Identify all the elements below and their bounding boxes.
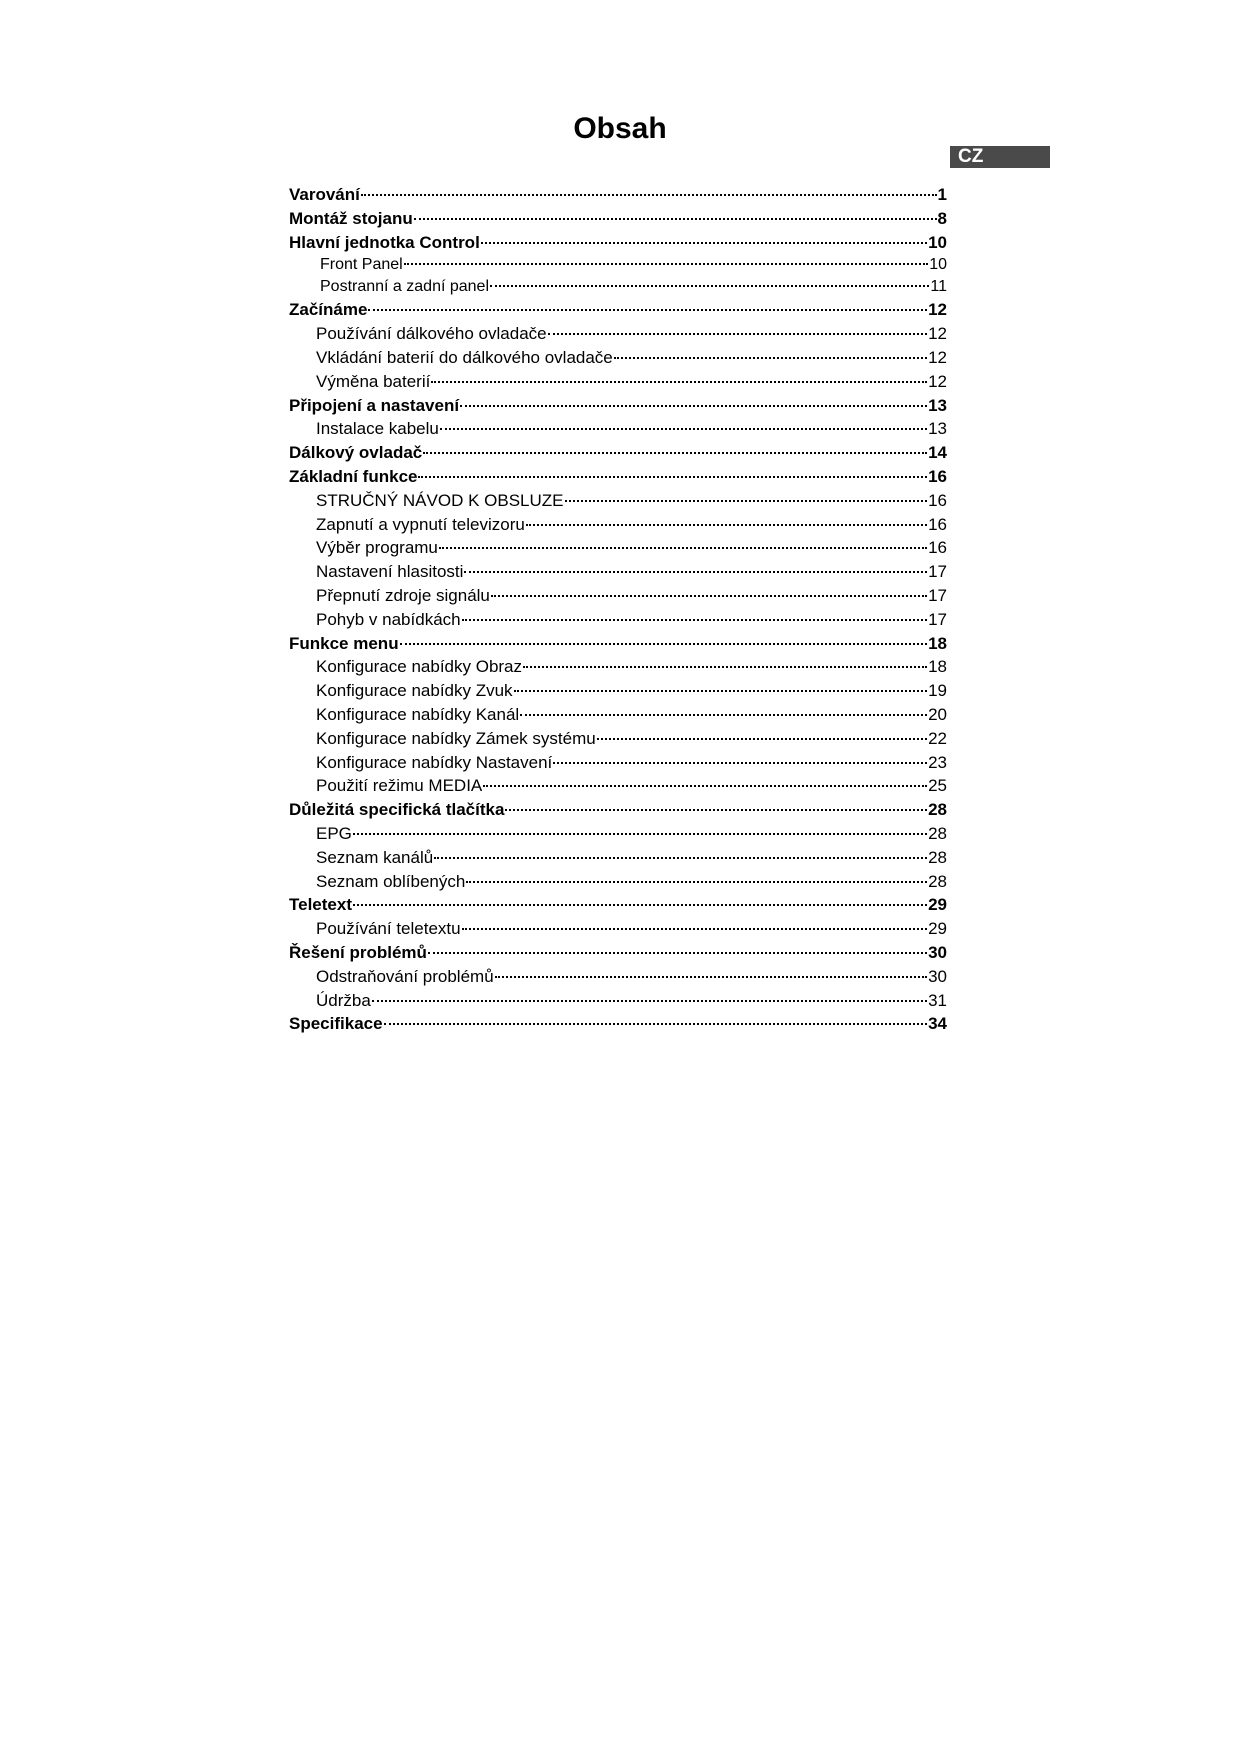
- toc-dot-leader: [514, 690, 928, 692]
- toc-dot-leader: [490, 285, 929, 287]
- toc-dot-leader: [491, 595, 927, 597]
- toc-section-entry[interactable]: [289, 183, 947, 207]
- toc-entry-label: Seznam oblíbených: [316, 871, 466, 891]
- toc-section-entry[interactable]: [289, 798, 947, 822]
- toc-entry-page-number: 11: [930, 278, 947, 296]
- toc-entry-page-number: 16: [928, 514, 947, 534]
- toc-subsection-entry[interactable]: [289, 489, 947, 513]
- toc-entry-label: Zapnutí a vypnutí televizoru: [316, 514, 525, 534]
- page-title: Obsah: [573, 112, 667, 145]
- toc-dot-leader: [361, 194, 937, 196]
- toc-entry-label: Varování: [289, 185, 360, 204]
- toc-dot-leader: [353, 904, 927, 906]
- toc-entry-label: Výměna baterií: [316, 371, 431, 391]
- toc-entry-label: Použití režimu MEDIA: [316, 776, 483, 796]
- toc-entry-label: Dálkový ovladač: [289, 443, 423, 463]
- toc-entry-label: Připojení a nastavení: [289, 395, 460, 415]
- toc-entry-page-number: 28: [928, 823, 947, 843]
- toc-entry-label: Konfigurace nabídky Obraz: [316, 657, 523, 677]
- toc-dot-leader: [523, 666, 927, 668]
- toc-dot-leader: [440, 428, 927, 430]
- toc-dot-leader: [423, 452, 927, 454]
- toc-dot-leader: [553, 762, 927, 764]
- toc-dot-leader: [439, 547, 927, 549]
- toc-subsection-entry[interactable]: [289, 965, 947, 989]
- toc-entry-page-number: 30: [928, 942, 947, 962]
- toc-subsection-entry[interactable]: [289, 870, 947, 894]
- toc-entry-page-number: 16: [928, 490, 947, 510]
- toc-entry-label: Odstraňování problémů: [316, 966, 494, 986]
- toc-dot-leader: [418, 476, 927, 478]
- toc-entry-label: Front Panel: [320, 256, 403, 274]
- toc-entry-label: Základní funkce: [289, 466, 418, 486]
- language-badge: CZ: [950, 146, 1050, 168]
- toc-dot-leader: [462, 928, 927, 930]
- toc-dot-leader: [565, 500, 928, 502]
- toc-entry-label: Konfigurace nabídky Zámek systému: [316, 728, 596, 748]
- toc-dot-leader: [414, 218, 937, 220]
- toc-entry-label: Instalace kabelu: [316, 419, 439, 439]
- toc-entry-page-number: 28: [928, 847, 947, 867]
- toc-entry-label: Údržba: [316, 990, 371, 1010]
- toc-subsection-entry[interactable]: [289, 822, 947, 846]
- toc-entry-page-number: 25: [928, 776, 947, 796]
- toc-entry-label: Nastavení hlasitosti: [316, 562, 464, 582]
- toc-entry-page-number: 13: [928, 419, 947, 439]
- toc-entry-page-number: 22: [928, 728, 947, 748]
- toc-entry-label: Přepnutí zdroje signálu: [316, 585, 490, 605]
- toc-dot-leader: [368, 309, 927, 311]
- toc-dot-leader: [460, 405, 927, 407]
- toc-subsection-entry[interactable]: [289, 346, 947, 370]
- toc-dot-leader: [384, 1023, 928, 1025]
- toc-subsection-entry[interactable]: [289, 846, 947, 870]
- toc-section-entry[interactable]: [289, 394, 947, 418]
- toc-dot-leader: [505, 809, 927, 811]
- toc-entry-page-number: 34: [928, 1014, 947, 1034]
- toc-subsection-entry[interactable]: [289, 584, 947, 608]
- toc-dot-leader: [495, 976, 927, 978]
- toc-entry-page-number: 28: [928, 800, 947, 820]
- toc-subsection-entry[interactable]: [289, 536, 947, 560]
- toc-entry-page-number: 12: [928, 347, 947, 367]
- toc-section-entry[interactable]: [289, 231, 947, 255]
- toc-entry-page-number: 18: [928, 657, 947, 677]
- table-of-contents: [289, 183, 947, 1036]
- toc-subsection-entry[interactable]: [289, 989, 947, 1013]
- toc-entry-label: Konfigurace nabídky Kanál: [316, 704, 520, 724]
- toc-dot-leader: [483, 785, 927, 787]
- toc-entry-page-number: 19: [928, 681, 947, 701]
- toc-entry-label: Řešení problémů: [289, 942, 427, 962]
- toc-subsection-entry[interactable]: [289, 751, 947, 775]
- toc-entry-label: Výběr programu: [316, 538, 438, 558]
- toc-entry-label: Důležitá specifická tlačítka: [289, 800, 505, 820]
- toc-dot-leader: [428, 952, 927, 954]
- toc-section-entry[interactable]: [289, 632, 947, 656]
- toc-entry-page-number: 28: [928, 871, 947, 891]
- toc-entry-page-number: 13: [928, 395, 947, 415]
- toc-entry-label: Specifikace: [289, 1014, 383, 1034]
- toc-entry-label: Funkce menu: [289, 633, 399, 653]
- toc-entry-label: EPG: [316, 823, 352, 843]
- toc-dot-leader: [466, 881, 927, 883]
- toc-entry-page-number: 1: [937, 185, 947, 204]
- toc-entry-label: Začínáme: [289, 300, 368, 320]
- toc-dot-leader: [353, 833, 927, 835]
- toc-entry-page-number: 12: [928, 300, 947, 320]
- toc-subsection-entry[interactable]: [289, 608, 947, 632]
- toc-section-entry[interactable]: [289, 298, 947, 322]
- toc-entry-page-number: 10: [929, 256, 947, 274]
- toc-entry-page-number: 17: [928, 562, 947, 582]
- toc-entry-page-number: 16: [928, 538, 947, 558]
- toc-dot-leader: [404, 263, 928, 265]
- toc-entry-label: Montáž stojanu: [289, 208, 413, 228]
- toc-entry-page-number: 23: [928, 752, 947, 772]
- toc-dot-leader: [481, 242, 927, 244]
- toc-entry-label: Konfigurace nabídky Zvuk: [316, 681, 513, 701]
- toc-dot-leader: [614, 357, 927, 359]
- toc-section-entry[interactable]: [289, 465, 947, 489]
- toc-dot-leader: [431, 381, 927, 383]
- toc-entry-page-number: 17: [928, 585, 947, 605]
- toc-dot-leader: [520, 714, 927, 716]
- toc-entry-page-number: 29: [928, 919, 947, 939]
- toc-entry-label: Seznam kanálů: [316, 847, 434, 867]
- toc-subsection-entry[interactable]: [289, 727, 947, 751]
- toc-entry-page-number: 31: [928, 990, 947, 1010]
- toc-dot-leader: [548, 333, 927, 335]
- toc-entry-label: Používání dálkového ovladače: [316, 324, 547, 344]
- toc-dot-leader: [462, 619, 927, 621]
- toc-dot-leader: [400, 643, 927, 645]
- toc-entry-label: Konfigurace nabídky Nastavení: [316, 752, 553, 772]
- toc-entry-label: Hlavní jednotka Control: [289, 232, 480, 252]
- toc-entry-label: Postranní a zadní panel: [320, 278, 490, 296]
- toc-entry-label: Vkládání baterií do dálkového ovladače: [316, 347, 613, 367]
- toc-subsection-entry[interactable]: [289, 276, 947, 298]
- toc-entry-page-number: 29: [928, 895, 947, 915]
- toc-subsection-entry[interactable]: [289, 322, 947, 346]
- toc-subsection-entry[interactable]: [289, 370, 947, 394]
- toc-entry-page-number: 12: [928, 324, 947, 344]
- toc-entry-page-number: 18: [928, 633, 947, 653]
- toc-entry-label: Pohyb v nabídkách: [316, 609, 461, 629]
- toc-entry-page-number: 17: [928, 609, 947, 629]
- toc-subsection-entry[interactable]: [289, 703, 947, 727]
- toc-subsection-entry[interactable]: [289, 679, 947, 703]
- toc-entry-page-number: 30: [928, 966, 947, 986]
- toc-subsection-entry[interactable]: [289, 774, 947, 798]
- toc-entry-page-number: 8: [937, 208, 947, 228]
- toc-dot-leader: [434, 857, 927, 859]
- toc-section-entry[interactable]: [289, 1012, 947, 1036]
- toc-subsection-entry[interactable]: [289, 917, 947, 941]
- toc-subsection-entry[interactable]: [289, 560, 947, 584]
- toc-entry-page-number: 12: [928, 371, 947, 391]
- toc-entry-page-number: 20: [928, 704, 947, 724]
- toc-subsection-entry[interactable]: [289, 417, 947, 441]
- toc-subsection-entry[interactable]: [289, 254, 947, 276]
- toc-dot-leader: [372, 1000, 927, 1002]
- toc-section-entry[interactable]: [289, 893, 947, 917]
- toc-entry-label: Používání teletextu: [316, 919, 461, 939]
- toc-subsection-entry[interactable]: [289, 513, 947, 537]
- toc-section-entry[interactable]: [289, 941, 947, 965]
- toc-entry-label: STRUČNÝ NÁVOD K OBSLUZE: [316, 490, 564, 510]
- toc-entry-page-number: 10: [928, 232, 947, 252]
- toc-section-entry[interactable]: [289, 441, 947, 465]
- toc-dot-leader: [526, 524, 927, 526]
- toc-section-entry[interactable]: [289, 207, 947, 231]
- toc-entry-page-number: 14: [928, 443, 947, 463]
- toc-entry-page-number: 16: [928, 466, 947, 486]
- toc-dot-leader: [597, 738, 927, 740]
- toc-subsection-entry[interactable]: [289, 655, 947, 679]
- toc-entry-label: Teletext: [289, 895, 352, 915]
- toc-dot-leader: [464, 571, 927, 573]
